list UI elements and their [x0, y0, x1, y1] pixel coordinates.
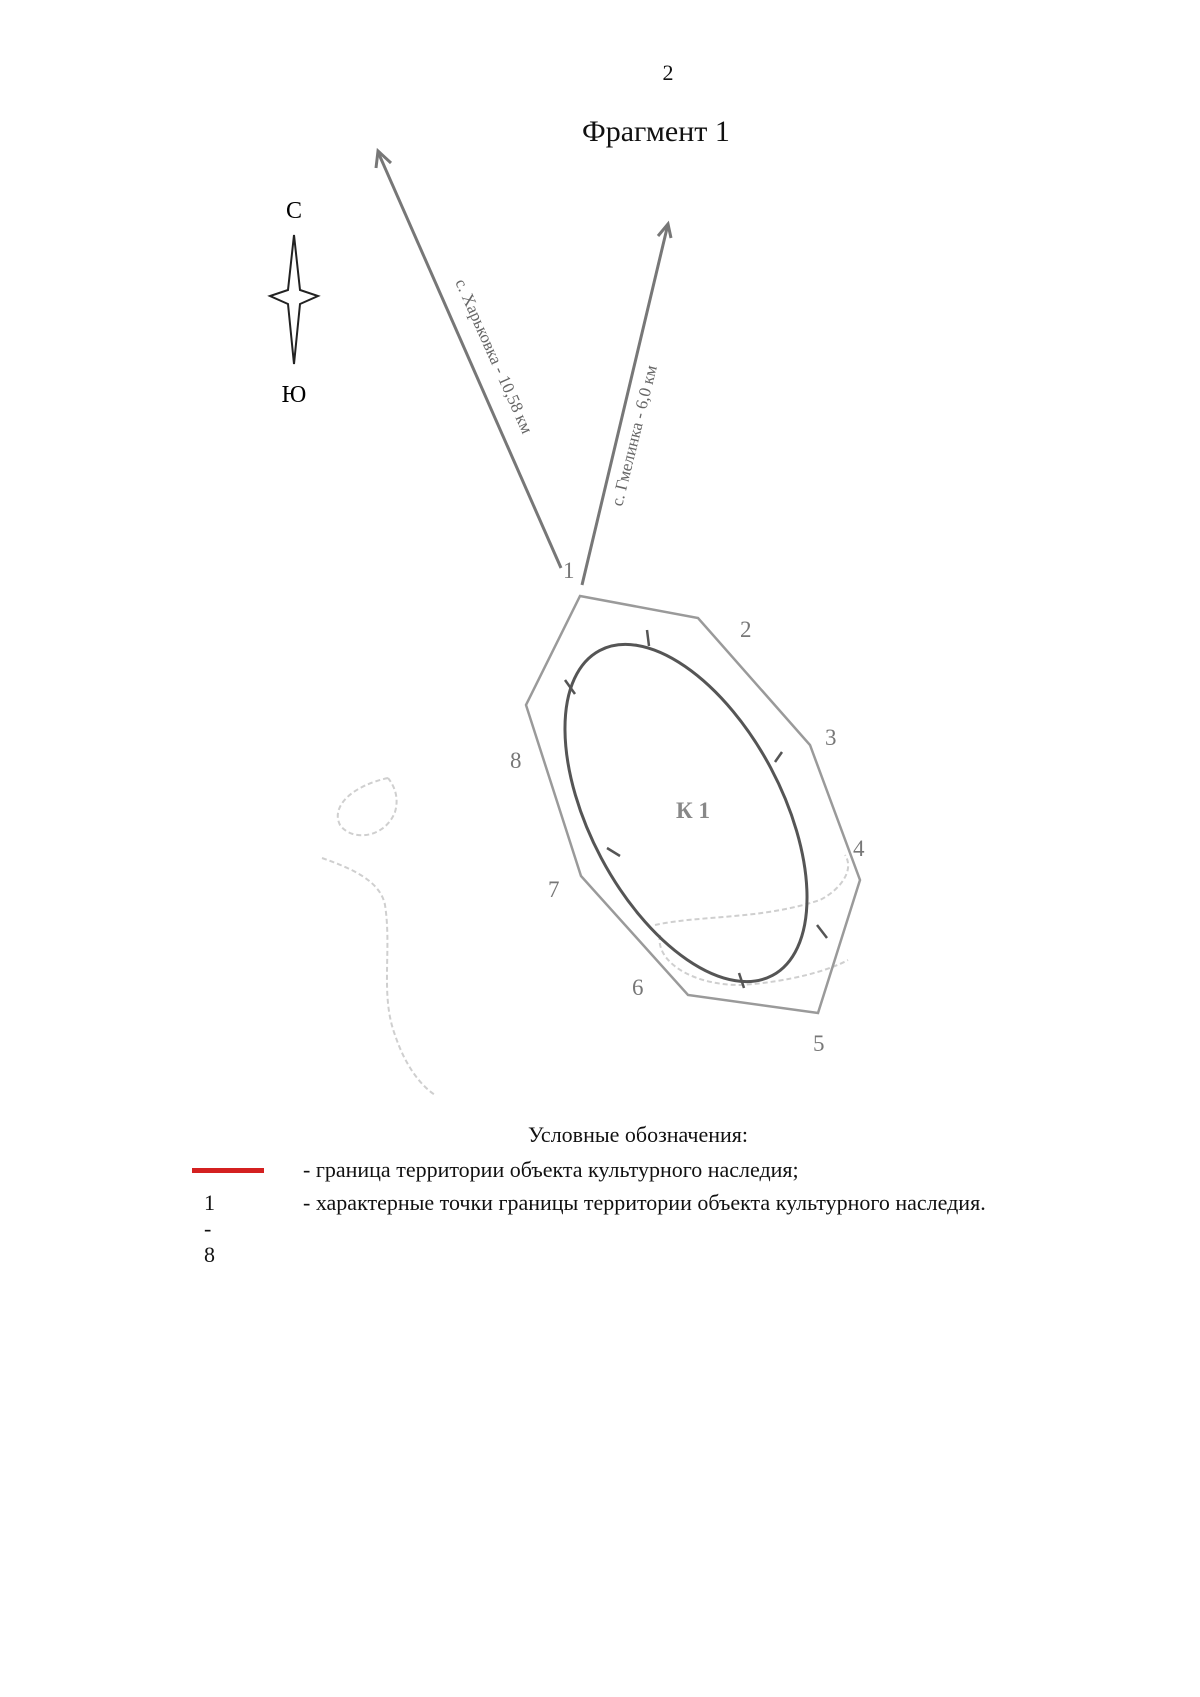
- point-label-3: 3: [825, 725, 837, 750]
- legend-heading: Условные обозначения:: [528, 1122, 749, 1147]
- point-label-7: 7: [548, 877, 560, 902]
- legend-boundary-text: - граница территории объекта культурного наследия;: [303, 1157, 799, 1182]
- compass-north-label: С: [285, 198, 303, 224]
- compass-south-label: Ю: [281, 382, 307, 408]
- point-label-1: 1: [563, 558, 575, 583]
- direction-arrow-kharkovka: [376, 151, 561, 568]
- legend-points-key: 1 - 8: [204, 1190, 215, 1267]
- compass-rose-icon: [270, 235, 318, 364]
- point-label-4: 4: [853, 836, 865, 861]
- page-number: 2: [662, 60, 674, 85]
- point-label-8: 8: [510, 748, 522, 773]
- point-label-2: 2: [740, 617, 752, 642]
- fragment-title: Фрагмент 1: [582, 115, 730, 148]
- legend-points-text: - характерные точки границы территории объекта культурного наследия.: [303, 1190, 986, 1215]
- point-label-6: 6: [632, 975, 644, 1000]
- point-label-5: 5: [813, 1031, 825, 1056]
- direction-arrow-gmelinka: [582, 224, 671, 585]
- direction-label-kharkovka: с. Харьковка - 10,58 км: [451, 275, 537, 437]
- legend-boundary-swatch: [192, 1168, 264, 1173]
- mound-label: К 1: [676, 798, 710, 823]
- direction-label-gmelinka: с. Гмелинка - 6,0 км: [607, 363, 661, 508]
